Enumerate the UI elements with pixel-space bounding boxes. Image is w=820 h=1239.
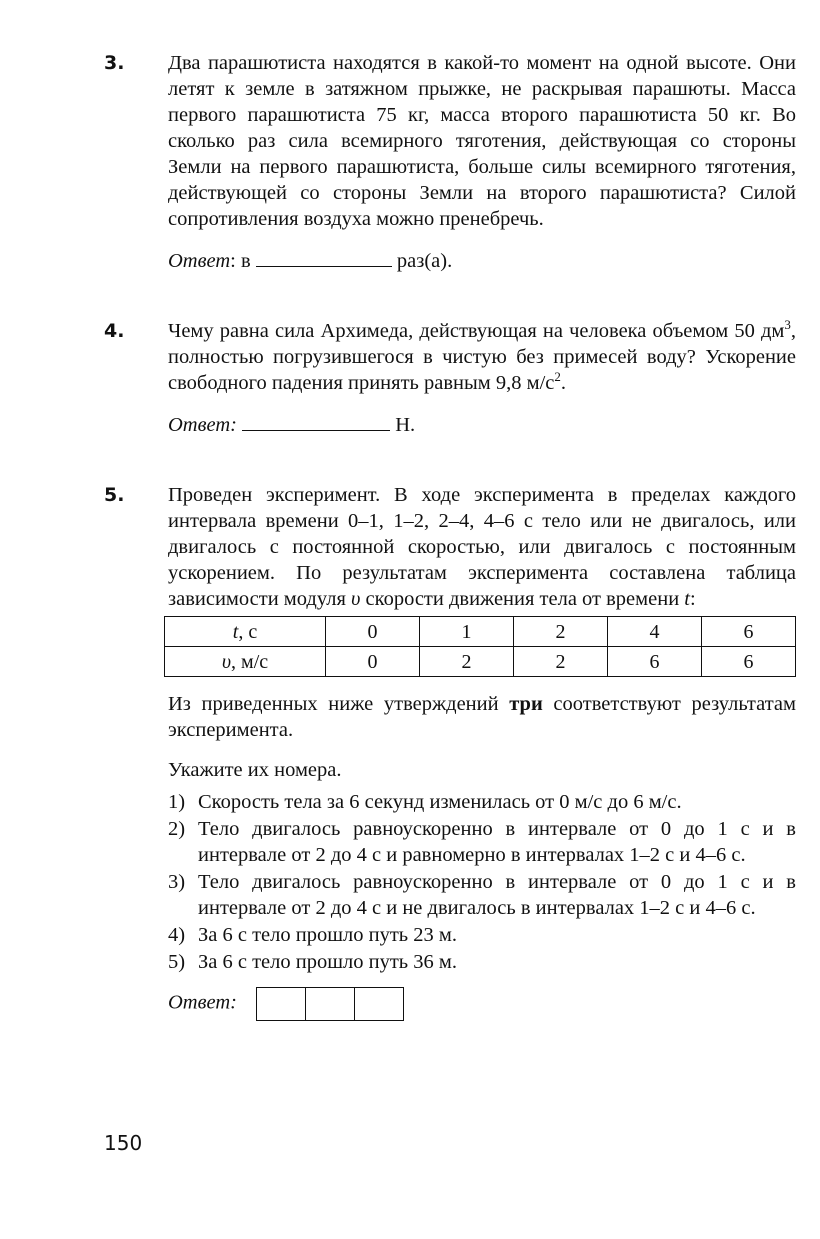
list-item: 3) Тело двигалось равноускоренно в интервале от 0 до 1 с и в интервале от 2 до 4 с и не двигалось в интервалах 1–2 с и 4–6 с. xyxy=(168,871,796,919)
problem-4 xyxy=(104,318,796,438)
problem-text: Проведен эксперимент. В ходе эксперимента в пределах каждого интервала времени 0–1, 1–2, 2–4, 4–6 с тело или не двигалось, или двигалось с постоянной скоростью, или двигалось с постоянным ускорением. По результатам эксперимента составлена таблица зависимости модуля υ скорости движения тела от времени t: xyxy=(168,484,796,610)
table-row-label: υ, м/с xyxy=(165,647,326,677)
answer-prefix: в xyxy=(240,250,251,272)
list-item: 2) Тело двигалось равноускоренно в интервале от 0 до 1 с и в интервале от 2 до 4 с и равномерно в интервалах 1–2 с и 4–6 с. xyxy=(168,818,796,866)
table-cell: 6 xyxy=(608,647,702,677)
table-row xyxy=(165,617,796,647)
answer-suffix: раз(а). xyxy=(396,250,453,272)
problem-text: Чему равна сила Архимеда, действующая на человека объемом 50 $дм^3$, полностью погрузившегося в чистую без примесей воду? Ускорение свободного падения принять равным 9,8 $м/с^2$. xyxy=(168,317,796,394)
options-list xyxy=(168,789,796,975)
answer-blank[interactable] xyxy=(256,248,392,267)
table-row xyxy=(165,647,796,677)
answer-box[interactable] xyxy=(257,988,306,1020)
answer-blank[interactable] xyxy=(242,412,390,431)
statement-text: Из приведенных ниже утверждений три соответствуют результатам эксперимента. xyxy=(168,693,796,741)
table-cell: 2 xyxy=(420,647,514,677)
problem-number: 3. xyxy=(104,52,125,74)
answer-box[interactable] xyxy=(306,988,355,1020)
list-item: 5) За 6 с тело прошло путь 36 м. xyxy=(168,951,457,973)
table-cell: 6 xyxy=(702,617,796,647)
problem-number: 5. xyxy=(104,484,125,506)
table-cell: 6 xyxy=(702,647,796,677)
list-item: 4) За 6 с тело прошло путь 23 м. xyxy=(168,924,457,946)
problem-text: Два парашютиста находятся в какой-то момент на одной высоте. Они летят к земле в затяжном прыжке, не раскрывая парашюты. Масса первого парашютиста 75 кг, масса второго парашютиста 50 кг. Во сколько раз сила всемирного тяготения, действующая со стороны Земли на первого парашютиста, больше силы всемирного тяготения, действующей со стороны Земли на второго парашютиста? Силой сопротивления воздуха можно пренебречь. xyxy=(168,52,796,230)
answer-box[interactable] xyxy=(355,988,403,1020)
data-table xyxy=(164,616,796,677)
answer-boxes[interactable] xyxy=(256,987,404,1021)
list-item: 1) Скорость тела за 6 секунд изменилась от 0 м/с до 6 м/с. xyxy=(168,791,682,813)
table-cell: 2 xyxy=(514,617,608,647)
table-cell: 2 xyxy=(514,647,608,677)
table-row-label: t, с xyxy=(165,617,326,647)
instruction-text: Укажите их номера. xyxy=(168,759,342,781)
answer-label: Ответ: xyxy=(168,414,237,436)
problem-number: 4. xyxy=(104,320,125,342)
answer-label: Ответ xyxy=(168,250,231,272)
answer-label: Ответ: xyxy=(168,991,237,1014)
table-cell: 4 xyxy=(608,617,702,647)
table-cell: 0 xyxy=(326,617,420,647)
answer-line: Ответ: в раз(а). xyxy=(168,250,453,272)
answer-line xyxy=(168,987,796,1021)
table-cell: 0 xyxy=(326,647,420,677)
answer-line xyxy=(168,412,796,438)
problem-5 xyxy=(104,482,796,1021)
table-cell: 1 xyxy=(420,617,514,647)
page-number: 150 xyxy=(104,1131,143,1155)
problem-3 xyxy=(104,50,796,274)
answer-unit: Н. xyxy=(395,414,416,436)
